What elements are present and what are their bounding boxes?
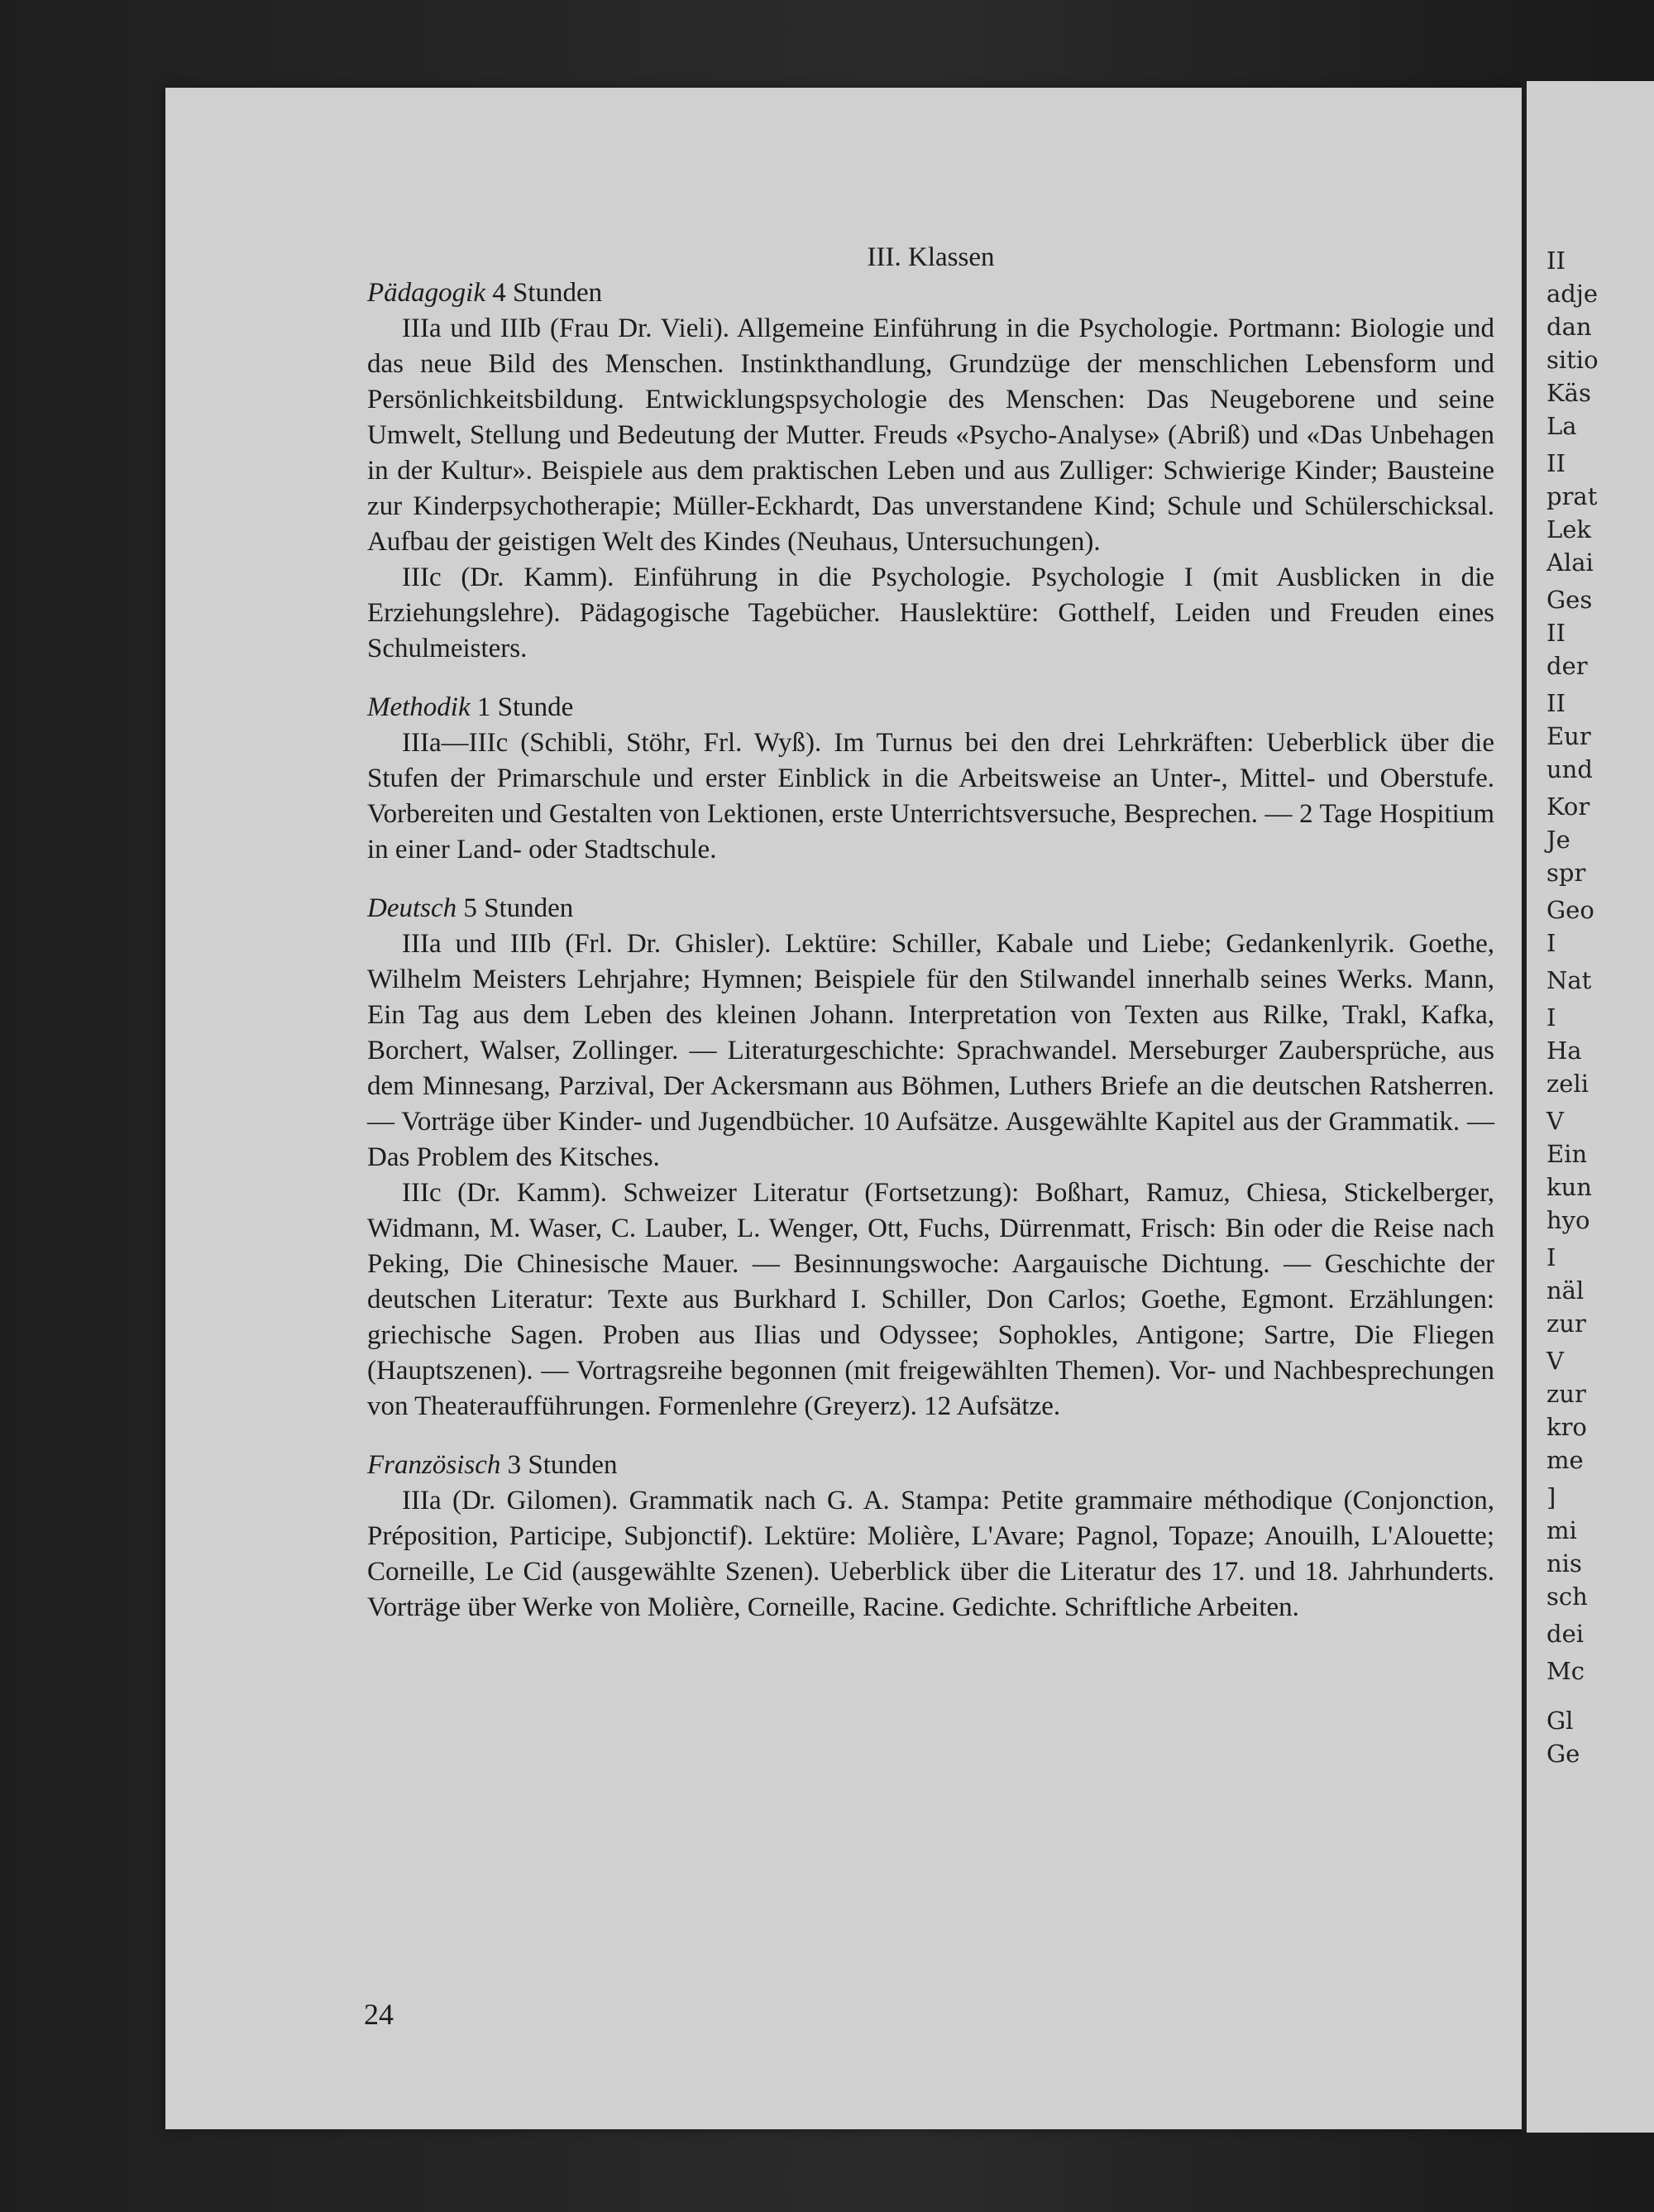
facing-page-fragment: Geo xyxy=(1546,896,1594,924)
paragraph: IIIc (Dr. Kamm). Einführung in die Psychologie. Psychologie I (mit Ausblicken in die Erziehungslehre). Pädagogische Tagebücher. Hauslektüre: Gotthelf, Leiden und Freuden eines Schulmeisters. xyxy=(367,563,1494,663)
facing-page-fragment: V xyxy=(1546,1347,1564,1375)
facing-page-fragment: nis xyxy=(1546,1549,1582,1578)
facing-page-fragment: Kor xyxy=(1546,792,1590,821)
page-text xyxy=(367,240,1494,1625)
facing-page-fragment: Ein xyxy=(1546,1140,1588,1168)
paragraph: IIIa und IIIb (Frau Dr. Vieli). Allgemeine Einführung in die Psychologie. Portmann: Biologie und das neue Bild des Menschen. Instinkthandlung, Grundzüge der menschlichen Lebensform und Persönlichkeitsbildung. Entwicklungspsychologie des Menschen: Das Neugeborene und seine Umwelt, Stellung und Bedeutung der Mutter. Freuds «Psycho-Analyse» (Abriß) und «Das Unbehagen in der Kultur». Beispiele aus dem praktischen Leben und aus Zulliger: Schwierige Kinder; Bausteine zur Kinderpsychotherapie; Müller-Eckhardt, Das unverstandene Kind; Schule und Schülerschicksal. Aufbau der geistigen Welt des Kindes (Neuhaus, Untersuchungen). xyxy=(367,314,1494,557)
facing-page-fragment: Je xyxy=(1546,826,1570,854)
subject-deutsch xyxy=(367,891,1494,1424)
facing-page-fragment: II xyxy=(1546,689,1566,717)
subject-hours: 4 Stunden xyxy=(492,278,603,308)
subject-name: Deutsch xyxy=(367,893,457,923)
facing-page-fragment: Käs xyxy=(1546,379,1591,407)
facing-page-fragment: I xyxy=(1546,1003,1556,1032)
subject-franzoesisch xyxy=(367,1448,1494,1625)
subject-name: Pädagogik xyxy=(367,278,485,308)
facing-page-fragment: hyo xyxy=(1546,1206,1590,1234)
subject-hours: 1 Stunde xyxy=(476,692,574,722)
paragraph: IIIa und IIIb (Frl. Dr. Ghisler). Lektüre: Schiller, Kabale und Liebe; Gedankenlyrik. Goethe, Wilhelm Meisters Lehrjahre; Hymnen; Beispiele für den Stilwandel innerhalb seines Werks. Mann, Ein Tag aus dem Leben des kleinen Johann. Interpretation von Texten aus Rilke, Trakl, Kafka, Borchert, Walser, Zollinger. — Literaturgeschichte: Sprachwandel. Merseburger Zaubersprüche, aus dem Minnesang, Parzival, Der Ackersmann aus Böhmen, Luthers Briefe an die deutschen Ratsherren. — Vorträge über Kinder- und Jugendbücher. 10 Aufsätze. Ausgewählte Kapitel aus der Grammatik. — Das Problem des Kitsches. xyxy=(367,929,1494,1172)
facing-page-fragment: II xyxy=(1546,247,1566,275)
facing-page-fragment: Ha xyxy=(1546,1037,1582,1065)
facing-page-fragment: und xyxy=(1546,755,1593,783)
facing-page-fragment: sitio xyxy=(1546,346,1599,374)
subject-name: Französisch xyxy=(367,1450,501,1480)
facing-page-fragment: dei xyxy=(1546,1620,1585,1648)
facing-page-fragment: kro xyxy=(1546,1413,1587,1441)
facing-page-fragment: I xyxy=(1546,929,1556,957)
facing-page-fragment: dan xyxy=(1546,313,1592,341)
subject-heading xyxy=(367,891,1494,926)
facing-page-fragment: Mc xyxy=(1546,1657,1585,1685)
facing-page-fragment: Gl xyxy=(1546,1707,1574,1735)
facing-page-fragment: spr xyxy=(1546,859,1586,887)
page-number: 24 xyxy=(364,1998,394,2031)
paragraph: IIIc (Dr. Kamm). Schweizer Literatur (Fortsetzung): Boßhart, Ramuz, Chiesa, Stickelberger, Widmann, M. Waser, C. Lauber, L. Wenger, Ott, Fuchs, Dürrenmatt, Frisch: Bin oder die Reise nach Peking, Die Chinesische Mauer. — Besinnungswoche: Aargauische Dichtung. — Geschichte der deutschen Literatur: Texte aus Burkhard I. Schiller, Don Carlos; Goethe, Egmont. Erzählungen: griechische Sagen. Proben aus Ilias und Odyssee; Sophokles, Antigone; Sartre, Die Fliegen (Hauptszenen). — Vortragsreihe begonnen (mit freigewählten Themen). Vor- und Nachbesprechungen von Theateraufführungen. Formenlehre (Greyerz). 12 Aufsätze. xyxy=(367,1178,1494,1421)
facing-page-fragment: II xyxy=(1546,449,1566,477)
facing-page-fragment: Eur xyxy=(1546,722,1591,750)
subject-methodik xyxy=(367,690,1494,868)
paragraph: IIIa (Dr. Gilomen). Grammatik nach G. A. Stampa: Petite grammaire méthodique (Conjonction, Préposition, Participe, Subjonctif). Lektüre: Molière, L'Avare; Pagnol, Topaze; Anouilh, L'Alouette; Corneille, Le Cid (ausgewählte Szenen). Ueberblick über die Literatur des 17. und 18. Jahrhunderts. Vorträge über Werke von Molière, Corneille, Racine. Gedichte. Schriftliche Arbeiten. xyxy=(367,1486,1494,1622)
facing-page-fragment: sch xyxy=(1546,1582,1588,1611)
facing-page-fragment: zur xyxy=(1546,1380,1586,1408)
paragraph: IIIa—IIIc (Schibli, Stöhr, Frl. Wyß). Im Turnus bei den drei Lehrkräften: Ueberblick über die Stufen der Primarschule und erster Einblick in die Arbeitsweise an Unter-, Mittel- und Oberstufe. Vorbereiten und Gestalten von Lektionen, erste Unterrichtsversuche, Besprechen. — 2 Tage Hospitium in einer Land- oder Stadtschule. xyxy=(367,728,1494,864)
facing-page-fragment: V xyxy=(1546,1107,1564,1135)
subject-heading xyxy=(367,1448,1494,1483)
facing-page-fragment: zur xyxy=(1546,1309,1586,1338)
subject-paedagogik xyxy=(367,275,1494,667)
subject-hours: 3 Stunden xyxy=(507,1450,618,1480)
subject-heading xyxy=(367,275,1494,311)
facing-page-fragment: Alai xyxy=(1546,548,1594,577)
facing-page-fragment: ] xyxy=(1546,1483,1556,1511)
facing-page-fragment: me xyxy=(1546,1446,1584,1474)
facing-page-fragment: I xyxy=(1546,1243,1556,1271)
facing-page-fragment: II xyxy=(1546,619,1566,647)
facing-page-fragment: Ges xyxy=(1546,586,1593,614)
facing-page-fragment: Lek xyxy=(1546,515,1591,543)
facing-page-fragment: Nat xyxy=(1546,966,1592,994)
facing-page-fragment: der xyxy=(1546,652,1588,680)
section-title: III. Klassen xyxy=(867,242,995,272)
facing-page-fragment: prat xyxy=(1546,482,1598,510)
facing-page-fragment: La xyxy=(1546,412,1577,440)
subject-name: Methodik xyxy=(367,692,471,722)
subject-hours: 5 Stunden xyxy=(463,893,574,923)
facing-page-fragment: näl xyxy=(1546,1276,1585,1305)
facing-page-fragment: kun xyxy=(1546,1173,1592,1201)
facing-page-edge xyxy=(1522,81,1654,2133)
facing-page-fragment: mi xyxy=(1546,1516,1577,1544)
subject-heading xyxy=(367,690,1494,725)
facing-page-fragment: adje xyxy=(1546,280,1599,308)
facing-page-fragment: Ge xyxy=(1546,1740,1580,1768)
facing-page-fragment: zeli xyxy=(1546,1070,1589,1098)
